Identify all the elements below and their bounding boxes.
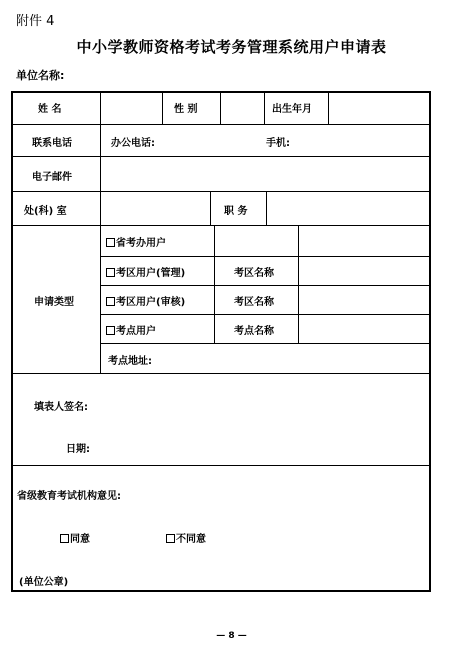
col-divider [220, 91, 221, 124]
email-label: 电子邮件 [32, 172, 72, 183]
checkbox-icon[interactable] [166, 534, 175, 543]
page-number: — 8 — [216, 631, 247, 641]
date-label: 日期: [66, 444, 90, 455]
option-province-user[interactable]: 省考办用户 [106, 234, 166, 249]
col-divider [214, 225, 215, 343]
disagree-option[interactable]: 不同意 [166, 530, 206, 545]
name-label: 姓 名 [38, 104, 62, 115]
col-divider [298, 225, 299, 343]
row-divider [11, 225, 431, 226]
attachment-label: 附件 4 [16, 14, 55, 29]
site-address-label: 考点地址: [108, 356, 152, 367]
checkbox-icon[interactable] [106, 268, 115, 277]
checkbox-icon[interactable] [106, 326, 115, 335]
row-divider [100, 256, 431, 257]
row-divider [11, 124, 431, 125]
checkbox-icon[interactable] [106, 238, 115, 247]
checkbox-icon[interactable] [106, 297, 115, 306]
contact-phone-label: 联系电话 [32, 138, 72, 149]
option-district-admin[interactable]: 考区用户(管理) [106, 264, 185, 279]
col-divider [264, 91, 265, 124]
form-title: 中小学教师资格考试考务管理系统用户申请表 [76, 38, 387, 56]
checkbox-icon[interactable] [60, 534, 69, 543]
col-divider [266, 191, 267, 225]
option-site-user[interactable]: 考点用户 [106, 322, 156, 337]
row-divider [100, 285, 431, 286]
position-label: 职 务 [224, 206, 248, 217]
site-name-label: 考点名称 [234, 326, 274, 337]
district-name-label: 考区名称 [234, 268, 274, 279]
department-label: 处(科) 室 [24, 206, 67, 217]
mobile-label: 手机: [266, 138, 290, 149]
district-name-label: 考区名称 [234, 297, 274, 308]
birth-date-label: 出生年月 [272, 104, 312, 115]
seal-label: (单位公章) [19, 577, 69, 588]
row-divider [11, 465, 431, 466]
row-divider [11, 191, 431, 192]
form-frame [11, 91, 431, 592]
opinion-label: 省级教育考试机构意见: [17, 491, 121, 502]
col-divider [100, 91, 101, 373]
signer-label: 填表人签名: [34, 402, 88, 413]
gender-label: 性 别 [174, 104, 198, 115]
row-divider [100, 343, 431, 344]
office-phone-label: 办公电话: [111, 138, 155, 149]
option-district-reviewer[interactable]: 考区用户(审核) [106, 293, 185, 308]
col-divider [210, 191, 211, 225]
application-type-label: 申请类型 [34, 297, 74, 308]
col-divider [328, 91, 329, 124]
agree-option[interactable]: 同意 [60, 530, 90, 545]
row-divider [100, 314, 431, 315]
row-divider [11, 373, 431, 374]
unit-name-label: 单位名称: [16, 69, 65, 82]
col-divider [162, 91, 163, 124]
row-divider [11, 156, 431, 157]
